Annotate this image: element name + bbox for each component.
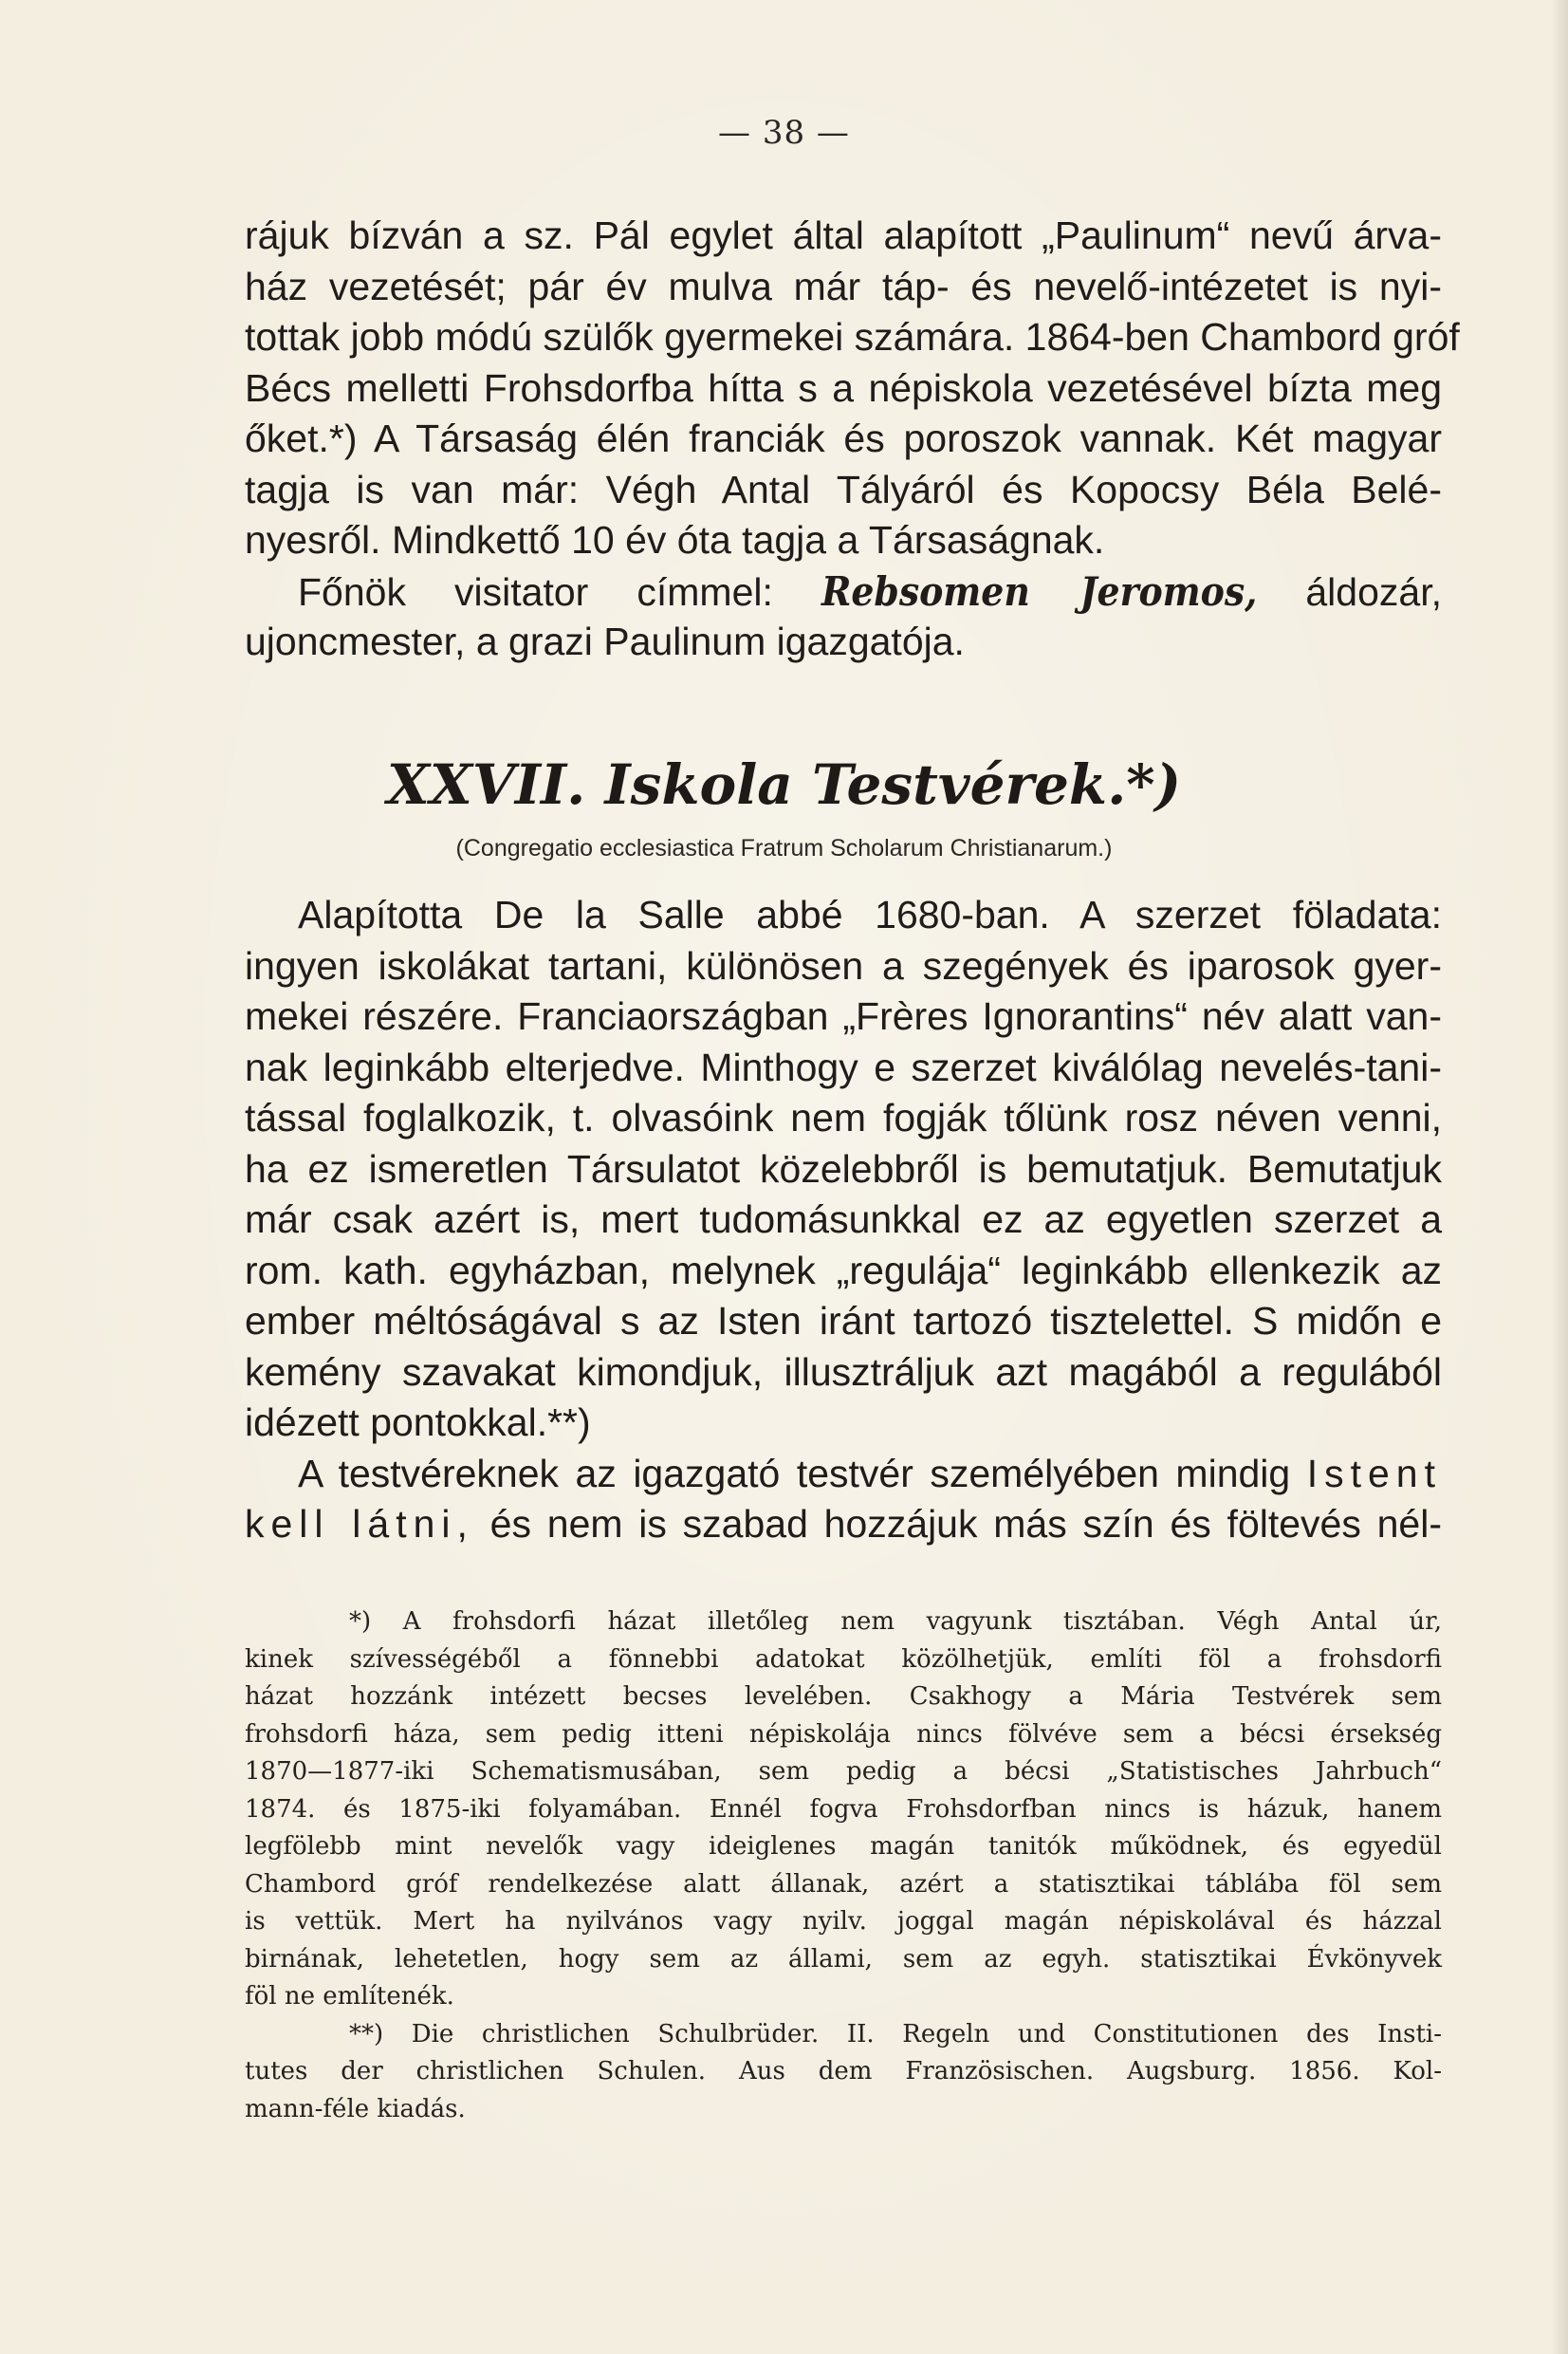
text-line: rájuk bízván a sz. Pál egylet által alapított „Paulinum“ nevű árva- [245, 213, 1442, 257]
text-line: ha ez ismeretlen Társulatot közelebbről is bemutatjuk. Bemutatjuk [245, 1146, 1442, 1191]
text-span: és nem is szabad hozzájuk más szín és föltevés nél- [473, 1502, 1442, 1546]
section-subtitle: (Congregatio ecclesiastica Fratrum Scholarum Christianarum.) [455, 835, 1113, 862]
footnote-line: birnának, lehetetlen, hogy sem az állami, sem az egyh. statisztikai Évkönyvek [245, 1944, 1442, 1974]
footnote-line: 1870—1877-iki Schematismusában, sem pedig a bécsi „Statistisches Jahrbuch“ [245, 1757, 1442, 1786]
footnote-line: frohsdorfi háza, sem pedig itteni népiskolája nincs fölvéve sem a bécsi érsekség [245, 1719, 1442, 1749]
footnote-line: házat hozzánk intézett becses levelében. Csakhogy a Mária Testvérek sem [245, 1682, 1442, 1711]
text-line: ingyen iskolákat tartani, különösen a szegények és iparosok gyer- [245, 943, 1442, 988]
text-line: nyesről. Mindkettő 10 év óta tagja a Társaságnak. [245, 518, 1105, 562]
footnote-line: Chambord gróf rendelkezése alatt állanak, azért a statisztikai táblába föl sem [245, 1869, 1442, 1899]
page-edge-shadow [1551, 0, 1568, 2354]
text-line: Alapította De la Salle abbé 1680-ban. A szerzet föladata: [298, 893, 1442, 936]
text-line: kemény szavakat kimondjuk, illusztráljuk azt magából a regulából [245, 1349, 1442, 1394]
text-line: mekei részére. Franciaországban „Frères Ignorantins“ név alatt van- [245, 994, 1442, 1038]
text-span: A testvéreknek az igazgató testvér személyében mindig [298, 1451, 1307, 1495]
paragraph-2 [245, 890, 1442, 1550]
footnote-line: tutes der christlichen Schulen. Aus dem Französischen. Augsburg. 1856. Kol- [245, 2057, 1442, 2085]
text-line: nak leginkább elterjedve. Minthogy e szerzet kiválólag nevelés-tani- [245, 1045, 1442, 1089]
spaced-word: Istent [1306, 1451, 1442, 1495]
text-line: tással foglalkozik, t. olvasóink nem fogják tőlünk rosz néven venni, [245, 1096, 1442, 1140]
person-name: Rebsomen Jeromos, [821, 567, 1258, 615]
footnote-line: mann-féle kiadás. [245, 2094, 466, 2123]
page-number: — 38 — [718, 114, 850, 152]
section-title: XXVII. Iskola Testvérek.*) [386, 752, 1182, 817]
text-line [245, 1449, 1442, 1500]
footnote-line: legfölebb mint nevelők vagy ideiglenes magán tanitók működnek, és egyedül [245, 1832, 1442, 1861]
footnote-line: föl ne említenék. [245, 1982, 454, 2011]
footnote-line: kinek szívességéből a fönnebbi adatokat közölhetjük, említi föl a frohsdorfi [245, 1644, 1442, 1674]
text-span: áldozár, [1257, 569, 1442, 614]
spaced-word: kell látni, [245, 1502, 474, 1546]
footnote-line: 1874. és 1875-iki folyamában. Ennél fogva Frohsdorfban nincs is házuk, hanem [245, 1794, 1442, 1824]
text-line [245, 1499, 1442, 1550]
text-line: tagja is van már: Végh Antal Tályáról és Kopocsy Béla Belé- [245, 467, 1442, 511]
text-line [245, 566, 1442, 618]
text-line: ember méltóságával s az Isten iránt tartozó tisztelettel. S midőn e [245, 1299, 1442, 1343]
footnote-line: *) A frohsdorfi házat illetőleg nem vagyunk tisztában. Végh Antal úr, [349, 1607, 1442, 1636]
text-line: őket.*) A Társaság élén franciák és poroszok vannak. Két magyar [245, 417, 1442, 460]
footnote-line: is vettük. Mert ha nyilvános vagy nyilv. joggal magán népiskolával és házzal [245, 1907, 1442, 1936]
text-line: már csak azért is, mert tudomásunkkal ez az egyetlen szerzet a [245, 1197, 1442, 1241]
text-line: rom. kath. egyházban, melynek „regulája“ leginkább ellenkezik az [245, 1248, 1442, 1292]
text-line: ház vezetését; pár év mulva már táp- és nevelő-intézetet is nyi- [245, 264, 1442, 308]
text-line: tottak jobb módú szülők gyermekei számára. 1864-ben Chambord gróf [245, 315, 1460, 359]
paragraph-1 [245, 211, 1460, 668]
footnote-line: **) Die christlichen Schulbrüder. II. Regeln und Constitutionen des Insti- [349, 2019, 1442, 2048]
text-span: Főnök visitator címmel: [298, 569, 821, 614]
text-line: idézett pontokkal.**) [245, 1400, 591, 1444]
footnotes [245, 1603, 1442, 2128]
text-line: ujoncmester, a grazi Paulinum igazgatója. [245, 620, 965, 663]
text-line: Bécs melletti Frohsdorfba hítta s a népiskola vezetésével bízta meg [245, 365, 1442, 410]
